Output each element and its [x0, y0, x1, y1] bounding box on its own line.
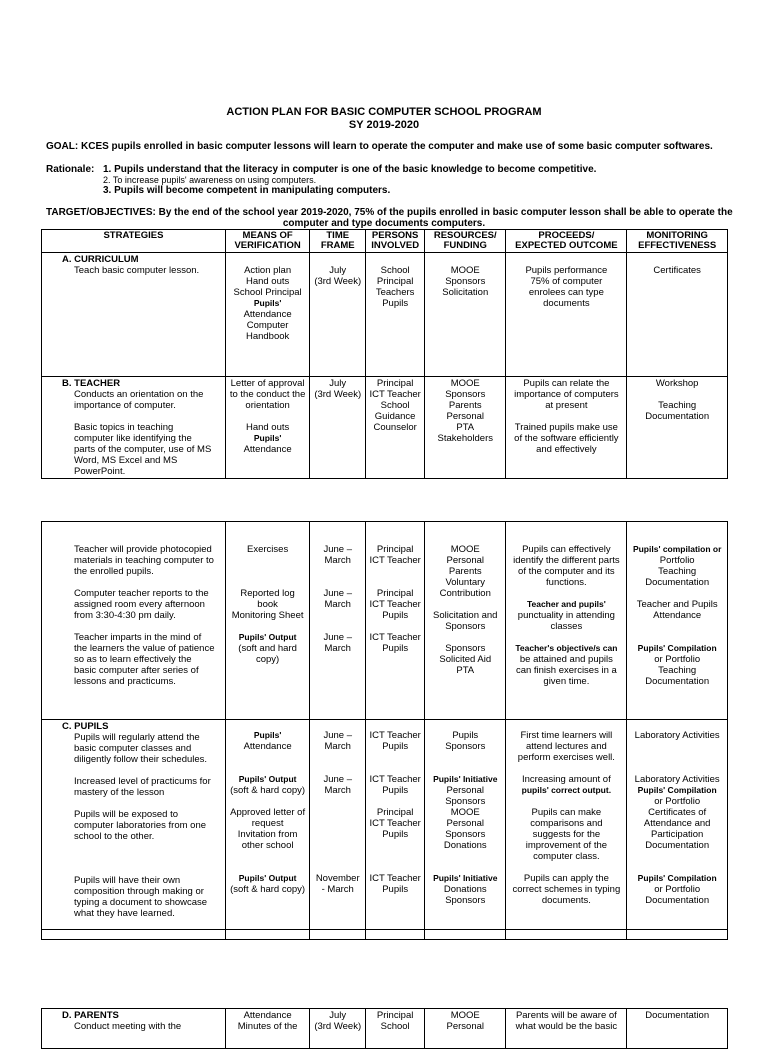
cell-strategy: C. PUPILS Pupils will regularly attend the basic computer classes and diligently follow their schedules. Increased level of practicums for mastery of the lesson Pupils will be exposed to computer laboratories from one school to the other. Pupils will have their own composition through making or typing a document to showcase what they have learned.: [42, 720, 226, 930]
section-label-parents: D. PARENTS: [62, 1010, 119, 1021]
cell-strategy: B. TEACHER Conducts an orientation on the importance of computer. Basic topics in teaching computer like identifying the parts of the computer, use of MS Word, MS Excel and MS PowerPoint.: [42, 377, 226, 479]
table-row-empty: [42, 930, 728, 940]
rationale-item: 1. Pupils understand that the literacy in computer is one of the basic knowledge to become competitive.: [103, 164, 597, 175]
rationale-label: Rationale:: [46, 164, 95, 175]
goal-text: GOAL: KCES pupils enrolled in basic computer lessons will learn to operate the computer and make use of some basic computer softwares.: [46, 141, 713, 152]
rationale-item: 3. Pupils will become competent in manipulating computers.: [103, 185, 391, 196]
cell-resources: MOOE Personal Parents Voluntary Contribution Solicitation and Sponsors Sponsors Solicited Aid PTA: [425, 522, 506, 720]
cell-time: July (3rd Week): [310, 377, 366, 479]
table-row-parents: [42, 1009, 728, 1049]
cell-persons: School Principal Teachers Pupils: [366, 253, 425, 377]
cell-proceeds: Pupils performance 75% of computer enrolees can type documents: [506, 253, 627, 377]
school-year: SY 2019-2020: [348, 119, 420, 131]
section-label-pupils: C. PUPILS: [62, 721, 109, 732]
cell-strategy: A. CURRICULUM Teach basic computer lesson.: [42, 253, 226, 377]
cell-monitoring: Certificates: [627, 253, 728, 377]
cell-persons: Principal School: [366, 1009, 425, 1049]
cell-strategy: D. PARENTS Conduct meeting with the: [42, 1009, 226, 1049]
table-header-row: [42, 230, 728, 253]
cell-means: Exercises Reported log book Monitoring Sheet Pupils' Output (soft and hard copy): [225, 522, 309, 720]
header-time: TIME FRAME: [310, 230, 366, 253]
cell-persons: ICT Teacher Pupils ICT Teacher Pupils Principal ICT Teacher Pupils ICT Teacher Pupils: [366, 720, 425, 930]
header-means: MEANS OF VERIFICATION: [225, 230, 309, 253]
cell-resources: MOOE Personal: [425, 1009, 506, 1049]
cell-persons: Principal ICT Teacher School Guidance Counselor: [366, 377, 425, 479]
target-text-cont: computer and type documents computers.: [282, 218, 486, 229]
cell-resources: MOOE Sponsors Parents Personal PTA Stakeholders: [425, 377, 506, 479]
cell-strategy: Teacher will provide photocopied materials in teaching computer to the enrolled pupils. Computer teacher reports to the assigned room every afternoon from 3:30-4:30 pm daily. Teacher imparts in the mind of the learners the value of patience so as to learn effectively the basic computer after series of lessons and practicums.: [42, 522, 226, 720]
cell-proceeds: Pupils can relate the importance of computers at present Trained pupils make use of the software efficiently and effectively: [506, 377, 627, 479]
action-plan-table-3: [41, 1008, 728, 1049]
table-row-curriculum: [42, 253, 728, 377]
table-row-pupils: [42, 720, 728, 930]
cell-persons: Principal ICT Teacher Principal ICT Teacher Pupils ICT Teacher Pupils: [366, 522, 425, 720]
cell-means: Pupils' Attendance Pupils' Output (soft & hard copy) Approved letter of request Invitation from other school Pupils' Output (soft & hard copy): [225, 720, 309, 930]
cell-time: July (3rd Week): [310, 1009, 366, 1049]
cell-means: Action plan Hand outs School Principal Pupils' Attendance Computer Handbook: [225, 253, 309, 377]
cell-proceeds: First time learners will attend lectures and perform exercises well. Increasing amount of pupils' correct output. Pupils can make comparisons and suggests for the improvement of the computer class. Pupils can apply the correct schemes in typing documents.: [506, 720, 627, 930]
section-label-teacher: B. TEACHER: [62, 378, 121, 389]
cell-means: Letter of approval to the conduct the orientation Hand outs Pupils' Attendance: [225, 377, 309, 479]
cell-time: June – March June – March June – March: [310, 522, 366, 720]
table-row-teacher: [42, 377, 728, 479]
cell-monitoring: Documentation: [627, 1009, 728, 1049]
cell-monitoring: Laboratory Activities Laboratory Activities Pupils' Compilation or Portfolio Certificates of Attendance and Participation Documentation Pupils' Compilation or Portfolio Documentation: [627, 720, 728, 930]
cell-proceeds: Pupils can effectively identify the different parts of the computer and its functions. Teacher and pupils' punctuality in attending classes Teacher's objective/s can be attained and pupils can finish exercises in a given time.: [506, 522, 627, 720]
header-persons: PERSONS INVOLVED: [366, 230, 425, 253]
rationale-item: 2. To increase pupils' awareness on using computers.: [103, 175, 317, 185]
header-strategies: STRATEGIES: [42, 230, 226, 253]
cell-monitoring: Workshop Teaching Documentation: [627, 377, 728, 479]
section-label-curriculum: A. CURRICULUM: [62, 254, 139, 265]
action-plan-table-2: [41, 521, 728, 940]
document-title: ACTION PLAN FOR BASIC COMPUTER SCHOOL PROGRAM: [226, 106, 542, 118]
header-resources: RESOURCES/ FUNDING: [425, 230, 506, 253]
action-plan-table-1: [41, 229, 728, 479]
cell-resources: Pupils Sponsors Pupils' Initiative Personal Sponsors MOOE Personal Sponsors Donations Pupils' Initiative Donations Sponsors: [425, 720, 506, 930]
cell-monitoring: Pupils' compilation or Portfolio Teaching Documentation Teacher and Pupils Attendance Pupils' Compilation or Portfolio Teaching Documentation: [627, 522, 728, 720]
target-text: TARGET/OBJECTIVES: By the end of the school year 2019-2020, 75% of the pupils enrolled in basic computer lesson shall be able to operate the: [46, 207, 733, 218]
cell-time: June – March June – March November - March: [310, 720, 366, 930]
cell-resources: MOOE Sponsors Solicitation: [425, 253, 506, 377]
cell-proceeds: Parents will be aware of what would be the basic: [506, 1009, 627, 1049]
cell-time: July (3rd Week): [310, 253, 366, 377]
header-proceeds: PROCEEDS/ EXPECTED OUTCOME: [506, 230, 627, 253]
header-monitoring: MONITORING EFFECTIVENESS: [627, 230, 728, 253]
table-row-teacher-cont: [42, 522, 728, 720]
cell-means: Attendance Minutes of the: [225, 1009, 309, 1049]
